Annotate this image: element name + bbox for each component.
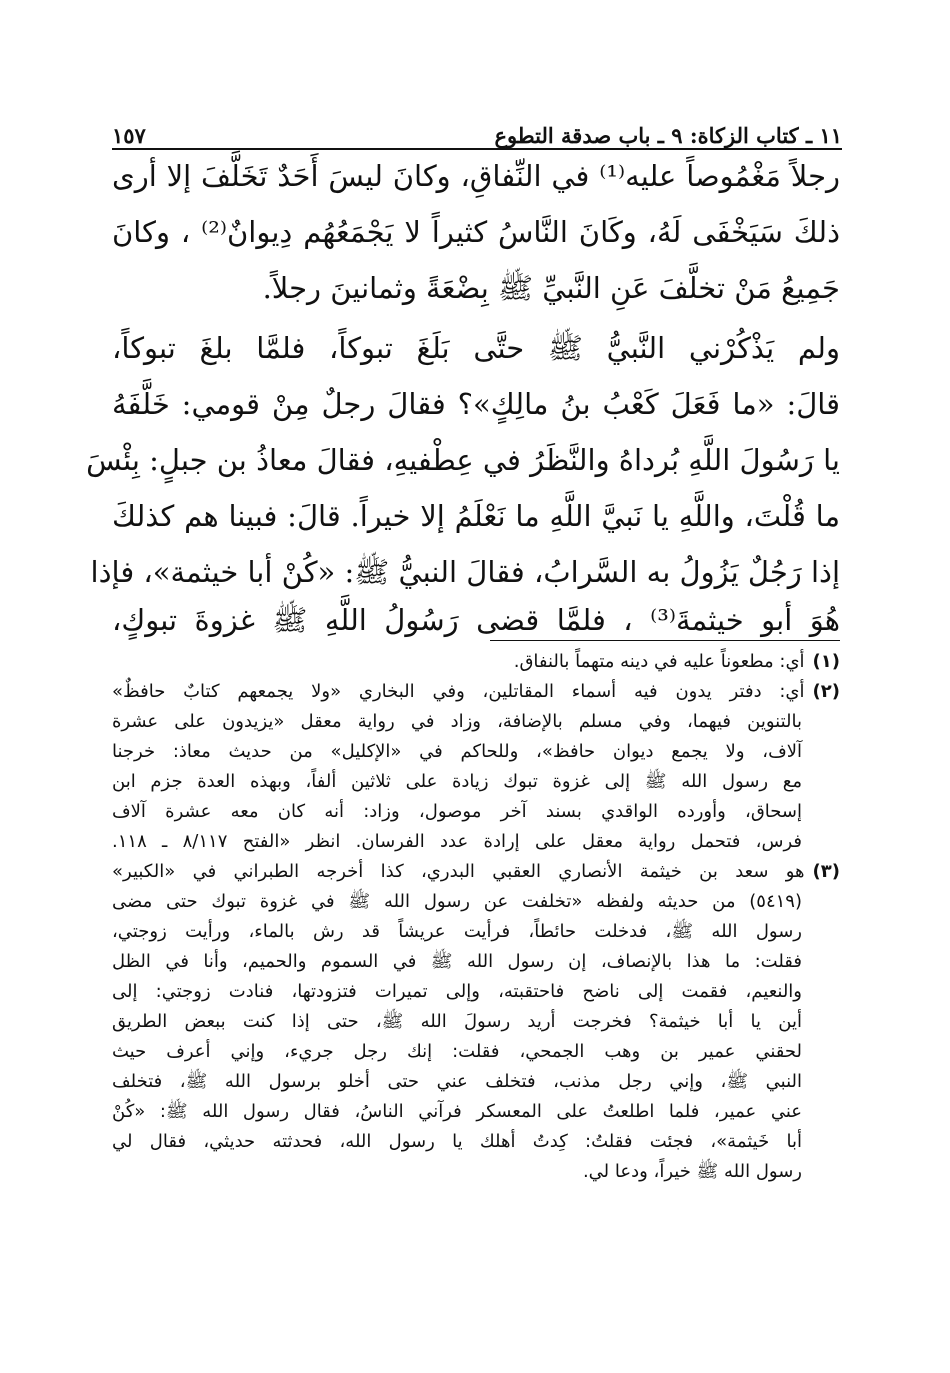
footnote-text: مع رسول الله ﷺ إلى غزوة تبوك زيادة على ثلاثين ألفاً، وبهذه العدة جزم ابن (112, 771, 802, 792)
footnote-text: فقلت: ما هذا بالإنصاف، إن رسول الله ﷺ في السموم والحميم، وأنا في الظل (112, 951, 802, 972)
page-header (112, 112, 842, 148)
footnote-text: آلاف، ولا يجمع ديوان حافظ»، وللحاكم في «الإكليل» من حديث معاذ: خرجنا (112, 741, 802, 762)
footnote-text: عني عمير، فلما اطلعتُ على المعسكر فرآني الناسُ، فقال رسول الله ﷺ: «كُنْ (112, 1101, 802, 1122)
footnote-number: (٢) (812, 681, 840, 702)
footnote-text: النبي ﷺ، وإني رجل مذنب، فتخلف عني حتى أخلو برسول الله ﷺ، فتخلف (112, 1071, 802, 1092)
footnote-separator (490, 640, 840, 641)
text-line: رجلاً مَغْمُوصاً عليه⁽¹⁾ في النِّفاقِ، وكانَ ليسَ أَحَدٌ تَخَلَّفَ إلا أرى (112, 159, 841, 193)
footnote-text: هو سعد بن خيثمة الأنصاري العقبي البدري، كذا أخرجه الطبراني في «الكبير» (112, 861, 805, 882)
footnote-text: بالتنوين فيهما، وفي مسلم بالإضافة، وزاد في رواية معقل «يزيدون على عشرة (112, 711, 802, 732)
footnote-number: (٣) (812, 861, 840, 882)
text-line: إذا رَجُلٌ يَزُولُ به السَّرابُ، فقالَ النبيُّ ﷺ: «كُنْ أبا خيثمة»، فإذا (90, 555, 840, 589)
text-line: هُوَ أبو خيثمةَ⁽³⁾ ، فلمَّا قضى رَسُولُ اللَّهِ ﷺ غزوةَ تبوكٍ، (112, 603, 840, 637)
text-line: يا رَسُولَ اللَّهِ بُرداهُ والنَّظَرُ في عِطْفيهِ، فقالَ معاذُ بن جبلٍ: بِئْسَ (86, 443, 840, 477)
text-line: ما قُلْتَ، واللَّهِ يا نَبيَّ اللَّهِ ما نَعْلَمُ إلا خيراً. قالَ: فبينا هم كذلكَ (112, 499, 840, 533)
footnote-text: (٥٤١٩) من حديثه ولفظه «تخلفت عن رسول الله ﷺ في غزوة تبوك حتى مضى (112, 891, 802, 912)
footnote-text: أبا خَيثمة»، فجئت فقلتُ: كِدتُ أهلك يا رسول الله، فحدثته حديثي، فقال لي (112, 1131, 802, 1152)
text-line: جَمِيعُ مَنْ تخلَّفَ عَنِ النَّبيِّ ﷺ بِضْعَةً وثمانينَ رجلاً. (262, 271, 840, 305)
header-rule (112, 148, 842, 150)
footnote-text: فرس، فتحمل رواية معقل على إرادة عدد الفرسان. انظر «الفتح ٨/١١٧ ـ ١١٨. (112, 831, 802, 852)
footnote-text: أين يا أبا خيثمة؟ فخرجت أريد رسولَ الله ﷺ، حتى إذا كنت ببعض الطريق (112, 1011, 802, 1032)
text-line: ذلكَ سَيَخْفَى لَهُ، وكَانَ النَّاسُ كثيراً لا يَجْمَعُهُم دِيوانٌ⁽²⁾ ، وكانَ (112, 215, 840, 249)
footnote-text: أي: دفتر يدون فيه أسماء المقاتلين، وفي البخاري «ولا يجمعهم كتابٌ حافظٌ» (112, 681, 805, 702)
footnote-3 (112, 858, 840, 888)
text-line: ولم يَذْكُرْني النَّبيُّ ﷺ حتَّى بَلَغَ تبوكاً، فلمَّا بلغَ تبوكاً، (112, 331, 840, 365)
footnote-text: إسحاق، وأورده الواقدي بسند آخر موصول، وزاد: أنه كان معه عشرة آلاف (112, 801, 802, 822)
footnote-1 (112, 648, 840, 678)
running-title: ١١ ـ كتاب الزكاة: ٩ ـ باب صدقة التطوع (494, 123, 842, 148)
footnote-number: (١) (812, 651, 840, 672)
text-line: قالَ: «ما فَعَلَ كَعْبُ بنُ مالِكٍ»؟ فقالَ رجلٌ مِنْ قومي: خَلَّفَهُ (112, 387, 840, 421)
footnote-text: رسول الله ﷺ، فدخلت حائطاً، فرأيت عريشاً قد رش بالماء، ورأيت زوجتي، (112, 921, 802, 942)
footnote-text: والنعيم، فقمت إلى ناضح فاحتقبته، وإلى تميرات فتزودتها، فنادت زوجتي: إلى (112, 981, 802, 1002)
page-number: ١٥٧ (112, 123, 146, 148)
footnote-text: لحقني عمير بن وهب الجمحي، فقلت: إنك رجل جريء، وإني أعرف حيث (112, 1041, 802, 1062)
footnote-text: أي: مطعوناً عليه في دينه متهماً بالنفاق. (513, 651, 805, 672)
footnote-2 (112, 678, 840, 708)
footnote-text: رسول الله ﷺ خيراً، ودعا لي. (582, 1161, 802, 1182)
